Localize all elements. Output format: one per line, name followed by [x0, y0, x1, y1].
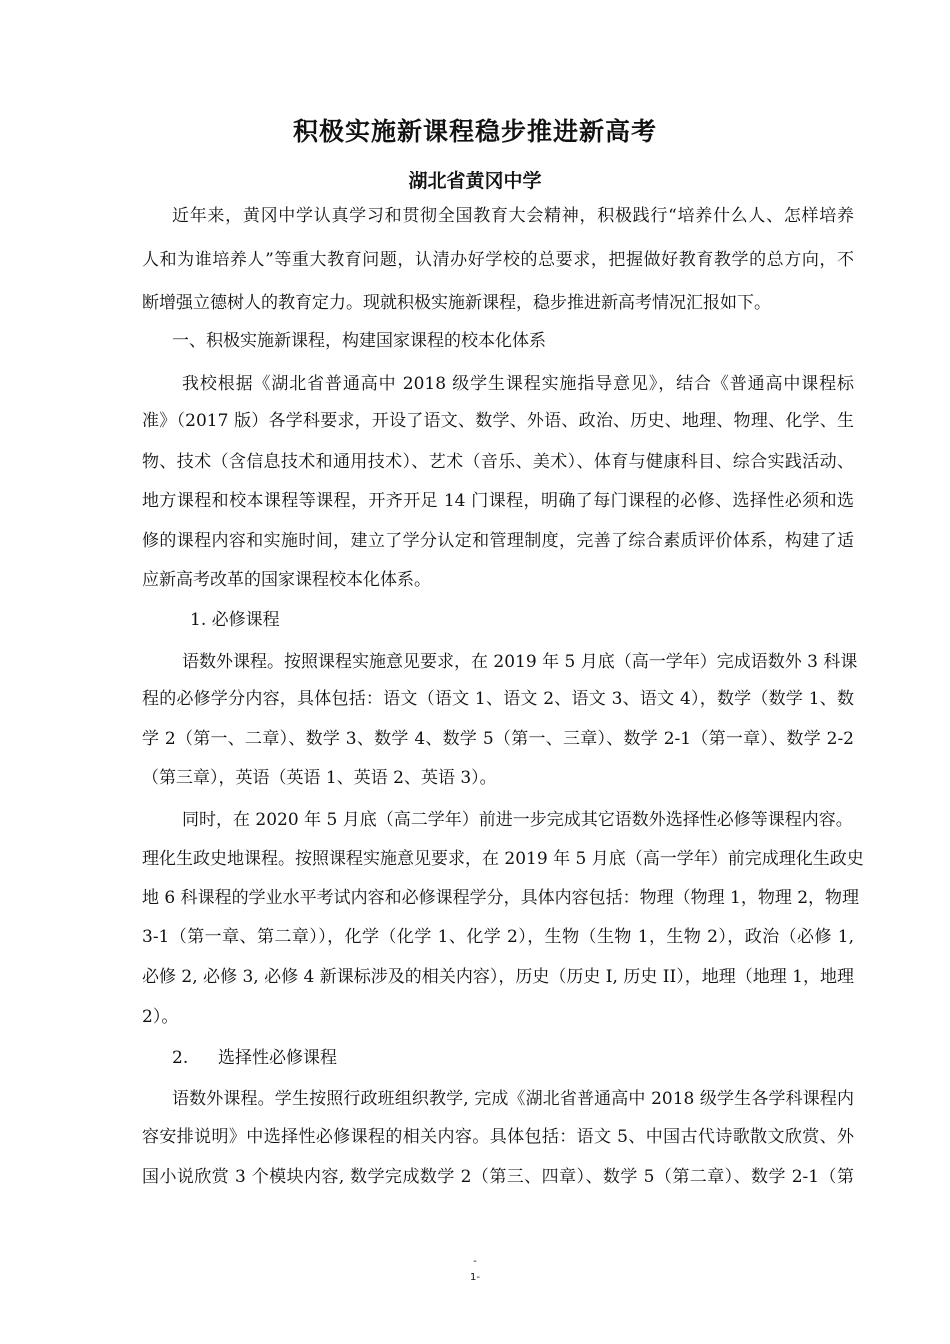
sub1-line: 地 6 科课程的学业水平考试内容和必修课程学分，具体内容包括：物理（物理 1，物理 2，物理 — [142, 888, 860, 908]
footer-dash: - — [473, 1256, 477, 1267]
section1-line: 修的课程内容和实施时间，建立了学分认定和管理制度，完善了综合素质评价体系，构建了适 — [142, 531, 854, 551]
intro-line: 断增强立德树人的教育定力。现就积极实施新课程，稳步推进新高考情况汇报如下。 — [142, 293, 771, 313]
section1-line: 应新高考改革的国家课程校本化体系。 — [142, 570, 431, 590]
subsection-heading: 选择性必修课程 — [218, 1048, 337, 1068]
section1-line: 地方课程和校本课程等课程，开齐开足 14 门课程，明确了每门课程的必修、选择性必须和选 — [142, 491, 854, 511]
section1-line: 我校根据《湖北省普通高中 2018 级学生课程实施指导意见》，结合《普通高中课程标 — [182, 374, 854, 394]
sub1-line: 程的必修学分内容，具体包括：语文（语文 1、语文 2、语文 3、语文 4），数学（数学 1、数 — [142, 689, 854, 709]
sub1-line: 同时，在 2020 年 5 月底（高二学年）前进一步完成其它语数外选择性必修等课程内容。 — [182, 810, 853, 830]
sub1-line: 2）。 — [142, 1007, 179, 1027]
subsection-number: 2. — [172, 1048, 189, 1068]
sub1-line: 3-1（第一章、第二章）），化学（化学 1、化学 2），生物（生物 1，生物 2），政治（必修 1, — [142, 927, 854, 947]
sub2-line: 容安排说明》中选择性必修课程的相关内容。具体包括：语文 5、中国古代诗歌散文欣赏、外 — [142, 1127, 854, 1147]
intro-line: 近年来，黄冈中学认真学习和贯彻全国教育大会精神，积极践行“培养什么人、怎样培养 — [172, 206, 854, 226]
sub1-line: 必修 2, 必修 3, 必修 4 新课标涉及的相关内容），历史（历史 I, 历史 II），地理（地理 1，地理 — [142, 967, 854, 987]
document-subtitle: 湖北省黄冈中学 — [408, 170, 542, 192]
page-number: 1- — [470, 1272, 480, 1283]
section1-line: 准》（2017 版）各学科要求，开设了语文、数学、外语、政治、历史、地理、物理、化学、生 — [142, 411, 854, 431]
sub1-line: （第三章），英语（英语 1、英语 2、英语 3）。 — [142, 768, 497, 788]
sub1-line: 语数外课程。按照课程实施意见要求，在 2019 年 5 月底（高一学年）完成语数外 3 科课 — [182, 652, 858, 672]
section1-line: 物、技术（含信息技术和通用技术）、艺术（音乐、美术）、体育与健康科目、综合实践活动、 — [142, 452, 854, 472]
subsection-heading: 1. 必修课程 — [190, 610, 280, 630]
sub2-line: 语数外课程。学生按照行政班组织教学, 完成《湖北省普通高中 2018 级学生各学科课程内 — [172, 1089, 854, 1109]
intro-line: 人和为谁培养人”等重大教育问题，认清办好学校的总要求，把握做好教育教学的总方向，不 — [142, 250, 854, 270]
sub1-line: 理化生政史地课程。按照课程实施意见要求，在 2019 年 5 月底（高一学年）前完成理化生政史 — [142, 849, 864, 869]
sub1-line: 学 2（第一、二章）、数学 3、数学 4、数学 5（第一、三章）、数学 2-1（第一章）、数学 2-2 — [142, 729, 854, 749]
section-heading: 一、积极实施新课程，构建国家课程的校本化体系 — [172, 331, 546, 351]
document-title: 积极实施新课程稳步推进新高考 — [292, 117, 657, 146]
sub2-line: 国小说欣赏 3 个模块内容, 数学完成数学 2（第三、四章）、数学 5（第二章）、数学 2-1（第 — [142, 1167, 854, 1187]
